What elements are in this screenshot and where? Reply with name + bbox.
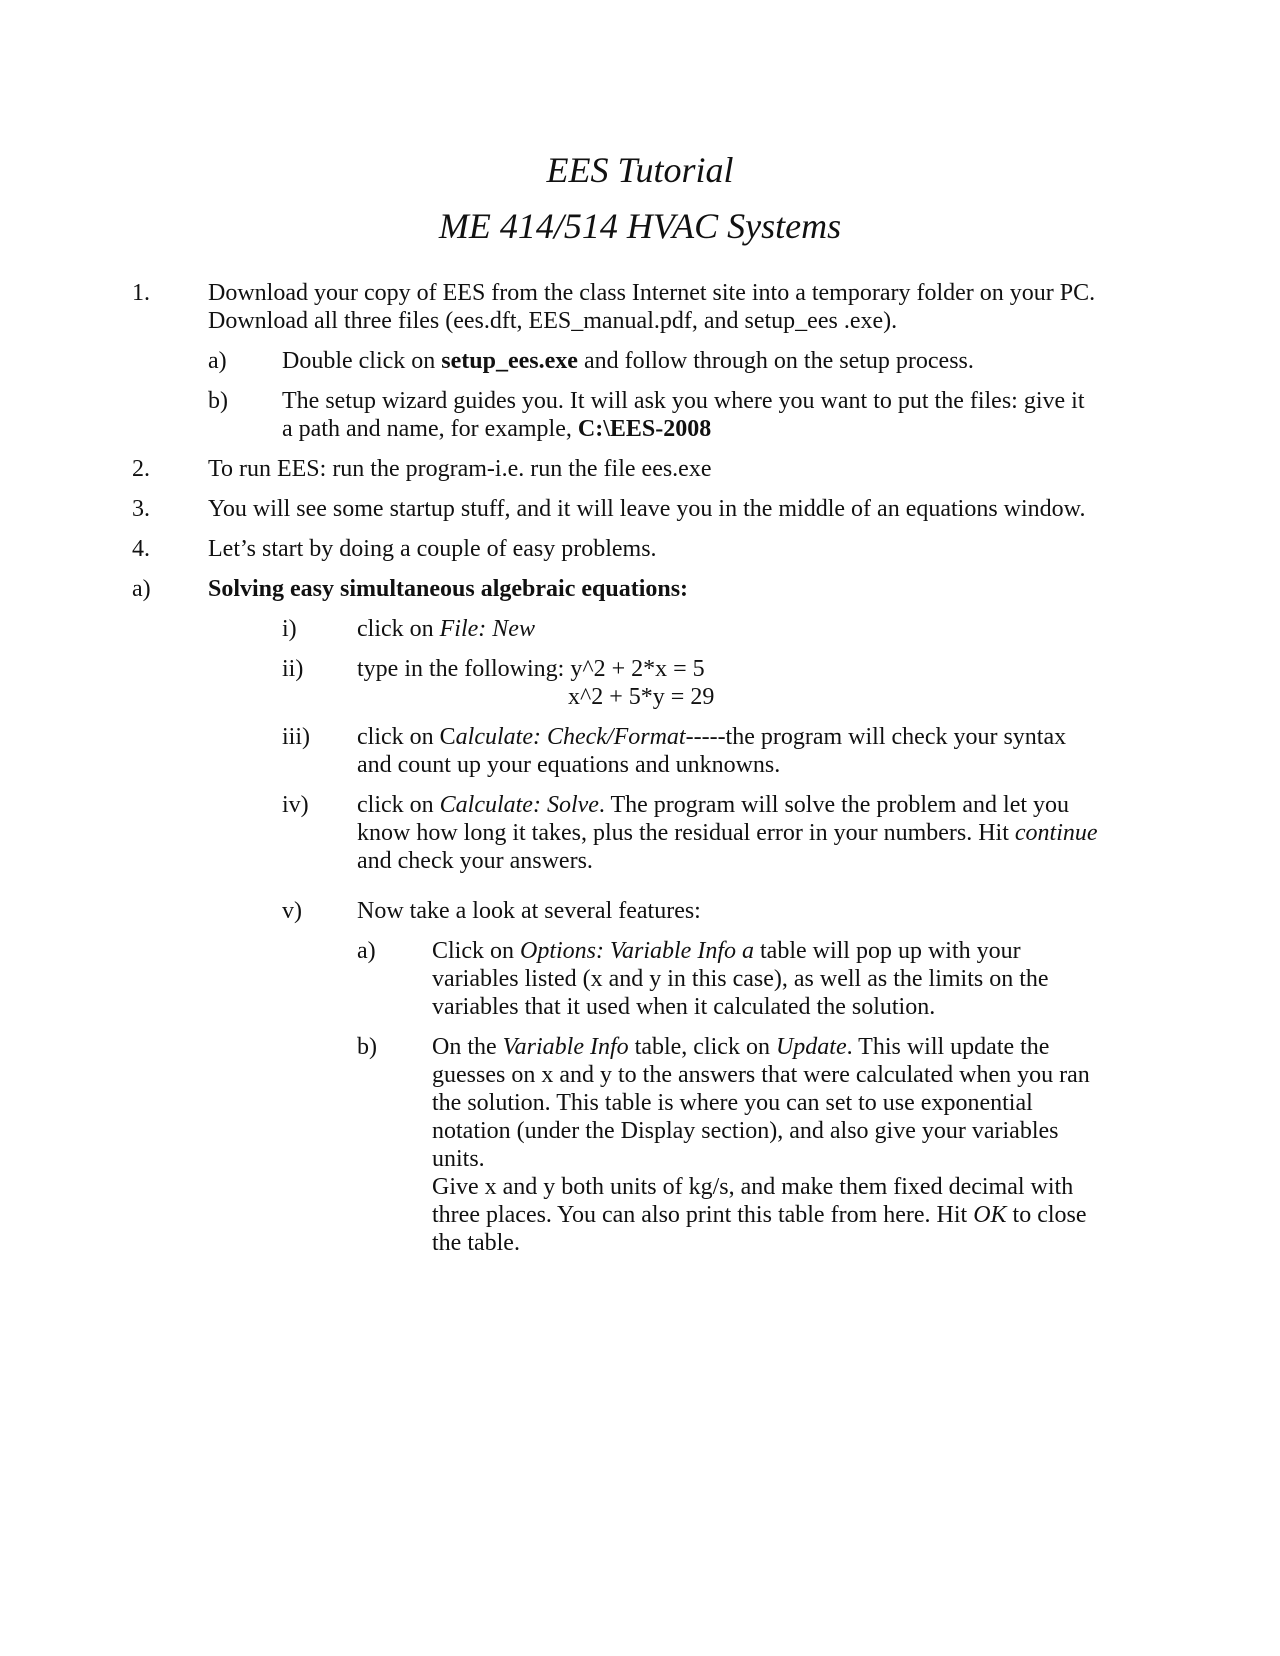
text-line: variables listed (x and y in this case), as well as the limits on the (432, 966, 1049, 992)
equation-1: y^2 + 2*x = 5 (570, 656, 705, 682)
text-line: Give x and y both units of kg/s, and make them fixed decimal with (432, 1174, 1074, 1200)
equation-2: x^2 + 5*y = 29 (568, 684, 715, 710)
text: click on (357, 616, 440, 642)
text: and follow through on the setup process. (577, 348, 974, 374)
menu-path: Options: Variable Info a (520, 938, 754, 964)
item-number: 4. (132, 536, 150, 562)
item-text: To run EES: run the program-i.e. run the file ees.exe (208, 456, 712, 482)
text: Double click on (282, 348, 442, 374)
item-text: Let’s start by doing a couple of easy problems. (208, 536, 657, 562)
step-label: i) (282, 616, 297, 642)
item-text-line: Download all three files (ees.dft, EES_manual.pdf, and setup_ees .exe). (208, 308, 898, 334)
text: The setup wizard guides you. It will ask you where you want to put the files: give it (282, 388, 1085, 414)
text: a path and name, for example, (282, 416, 578, 442)
text: . The program will solve the problem and let you (598, 792, 1070, 818)
text-line: units. (432, 1146, 485, 1172)
text-line (432, 1201, 1087, 1230)
section-label: a) (132, 576, 151, 602)
text-line: notation (under the Display section), and also give your variables (432, 1118, 1059, 1144)
text: to close (1006, 1202, 1087, 1228)
text: know how long it takes, plus the residual error in your numbers. Hit (357, 820, 1015, 846)
keyword: continue (1014, 820, 1098, 846)
document-title: EES Tutorial (546, 150, 734, 190)
filename: setup_ees.exe (441, 348, 578, 374)
feature-label: b) (357, 1034, 377, 1060)
text-line: variables that it used when it calculated the solution. (432, 994, 936, 1020)
button-name: Update (775, 1034, 847, 1060)
button-name: OK (973, 1202, 1007, 1228)
text: type in the following: (357, 656, 571, 682)
item-number: 1. (132, 280, 150, 306)
sub-item-label: a) (208, 348, 227, 374)
item-number: 3. (132, 496, 150, 522)
text-line (282, 415, 711, 444)
text-line: and check your answers. (357, 848, 593, 874)
item-text: You will see some startup stuff, and it will leave you in the middle of an equations window. (208, 496, 1086, 522)
text: . This will update the (846, 1034, 1050, 1060)
text: On the (432, 1034, 503, 1060)
item-text-line: Download your copy of EES from the class Internet site into a temporary folder on your PC. (208, 280, 1096, 306)
text: Now take a look at several features: (357, 898, 701, 924)
text: Click on (432, 938, 520, 964)
menu-path: Variable Info (502, 1034, 629, 1060)
text: -----the program will check your syntax (685, 724, 1067, 750)
path: C:\EES-2008 (577, 416, 712, 442)
text: table, click on (628, 1034, 776, 1060)
text-line: guesses on x and y to the answers that were calculated when you ran (432, 1062, 1090, 1088)
document-subtitle: ME 414/514 HVAC Systems (438, 206, 842, 246)
step-label: iv) (282, 792, 309, 818)
text-line: the solution. This table is where you can set to use exponential (432, 1090, 1033, 1116)
step-label: v) (282, 898, 302, 924)
menu-path: Calculate: Solve (439, 792, 599, 818)
text-line: the table. (432, 1230, 520, 1256)
text: table will pop up with your (754, 938, 1021, 964)
menu-path: File: New (439, 616, 535, 642)
text-line (357, 819, 1098, 848)
feature-label: a) (357, 938, 376, 964)
text-line: and count up your equations and unknowns. (357, 752, 781, 778)
item-number: 2. (132, 456, 150, 482)
text: click on C (357, 724, 456, 750)
step-label: iii) (282, 724, 310, 750)
text: three places. You can also print this table from here. Hit (432, 1202, 974, 1228)
text: click on (357, 792, 440, 818)
menu-path: alculate: Check/Format (455, 724, 686, 750)
section-title: Solving easy simultaneous algebraic equations: (208, 576, 689, 602)
step-label: ii) (282, 656, 304, 682)
sub-item-label: b) (208, 388, 228, 414)
